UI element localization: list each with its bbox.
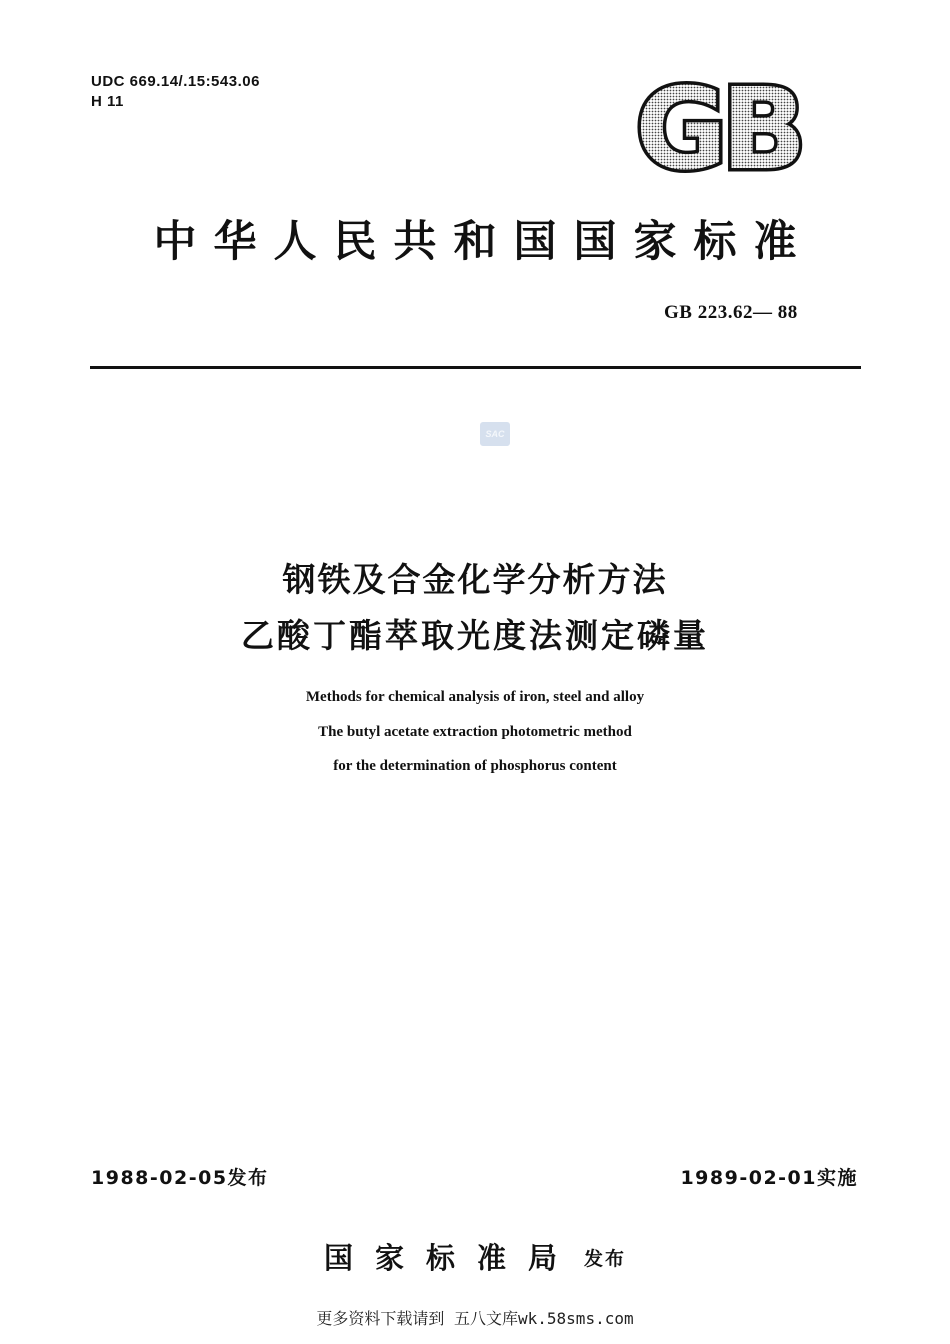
category-code: H 11 xyxy=(91,93,124,110)
download-footer: 更多资料下载请到 五八文库wk.58sms.com xyxy=(316,1309,634,1328)
english-title-line-1: Methods for chemical analysis of iron, steel and alloy xyxy=(305,689,645,705)
classification-block xyxy=(91,72,260,112)
chinese-title-line-2: 乙酸丁酯萃取光度法测定磷量 xyxy=(241,616,709,655)
effective-date: 1989-02-01实施 xyxy=(680,1167,858,1189)
issuer-suffix: 发布 xyxy=(584,1248,627,1270)
udc-code: UDC 669.14/.15:543.06 xyxy=(91,73,260,90)
header-divider xyxy=(90,366,861,369)
gb-logo-text: GB xyxy=(635,80,801,176)
gb-logo xyxy=(624,80,812,176)
issuer-line xyxy=(0,1236,950,1277)
national-standard-title: 中华人民共和国国家标准 xyxy=(153,217,814,267)
english-title-line-3: for the determination of phosphorus content xyxy=(333,758,617,774)
chinese-title-line-1: 钢铁及合金化学分析方法 xyxy=(282,560,668,599)
issuer-name: 国家标准局 xyxy=(323,1241,579,1275)
issue-date: 1988-02-05发布 xyxy=(91,1167,269,1189)
standard-code: GB 223.62— 88 xyxy=(664,302,798,323)
english-title-line-2: The butyl acetate extraction photometric method xyxy=(318,724,632,740)
sac-watermark: SAC xyxy=(480,422,510,446)
